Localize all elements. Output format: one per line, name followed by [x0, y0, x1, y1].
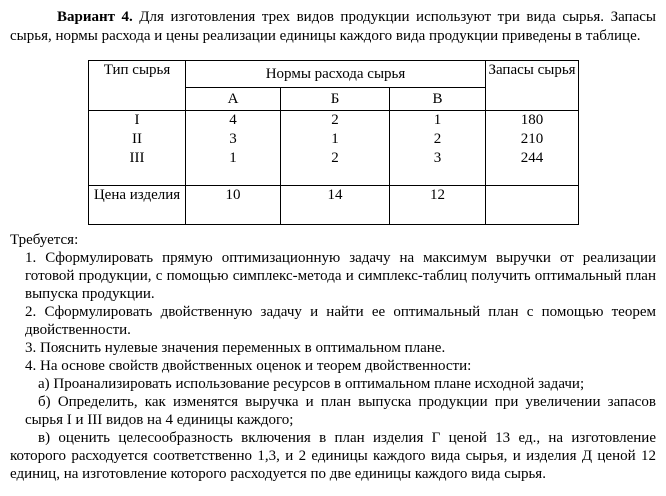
- norm-cell: 1: [390, 111, 486, 131]
- product-column-header-v: В: [390, 88, 486, 111]
- price-stock-empty: [486, 186, 579, 225]
- requirement-subitem-b: б) Определить, как изменятся выручка и план выпуска продукции при увеличении запасов сырья I и III видов на 4 единицы каждого;: [25, 394, 656, 428]
- stock-cell: 180: [486, 111, 579, 131]
- requirement-item-2: 2. Сформулировать двойственную задачу и найти ее оптимальный план с помощью теорем двойственности.: [25, 304, 656, 338]
- product-column-header-a: А: [186, 88, 281, 111]
- row-label: I: [89, 111, 186, 131]
- intro-paragraph: [10, 8, 656, 46]
- norms-header-cell: Нормы расхода сырья: [186, 61, 486, 88]
- norm-cell: 2: [281, 149, 390, 186]
- norm-cell: 1: [281, 130, 390, 149]
- price-cell: 12: [390, 186, 486, 225]
- stocks-header-cell: Запасы сырья: [486, 61, 579, 111]
- price-cell: 10: [186, 186, 281, 225]
- requirement-item-4: 4. На основе свойств двойственных оценок и теорем двойственности:: [25, 358, 472, 374]
- intro-text: Для изготовления трех видов продукции используют три вида сырья. Запасы сырья, нормы расхода и цены реализации единицы каждого вида продукции приведены в таблице.: [10, 9, 656, 44]
- norm-cell: 3: [186, 130, 281, 149]
- price-label: Цена изделия: [89, 186, 186, 225]
- materials-table: [88, 60, 579, 225]
- product-column-header-b: Б: [281, 88, 390, 111]
- stock-cell: 244: [486, 149, 579, 186]
- price-row: [89, 186, 579, 225]
- norm-cell: 2: [390, 130, 486, 149]
- requirement-subitem-v: в) оценить целесообразность включения в план изделия Г ценой 13 ед., на изготовление которого расходуется соответственно 1,3, и 2 единицы каждого вида сырья, и изделия Д ценой 12 единиц, на изготовление которого расходуется по две единицы каждого вида сырья.: [10, 430, 656, 482]
- norm-cell: 1: [186, 149, 281, 186]
- requirement-subitem-a: а) Проанализировать использование ресурсов в оптимальном плане исходной задачи;: [38, 376, 585, 392]
- norm-cell: 2: [281, 111, 390, 131]
- row-label: II: [89, 130, 186, 149]
- type-header-cell: Тип сырья: [89, 61, 186, 111]
- norm-cell: 4: [186, 111, 281, 131]
- table-row-2: [89, 130, 579, 149]
- stock-cell: 210: [486, 130, 579, 149]
- variant-label: Вариант 4.: [57, 9, 133, 25]
- table-row-3: [89, 149, 579, 186]
- table-container: [88, 60, 656, 225]
- table-row-1: [89, 111, 579, 131]
- norm-cell: 3: [390, 149, 486, 186]
- table-header-row: [89, 61, 579, 88]
- price-cell: 14: [281, 186, 390, 225]
- requirement-item-1: 1. Сформулировать прямую оптимизационную задачу на максимум выручки от реализации готовой продукции, с помощью симплекс-метода и симплекс-таблиц получить оптимальный план выпуска продукции.: [25, 250, 656, 302]
- row-label: III: [89, 149, 186, 186]
- requirement-item-3: 3. Пояснить нулевые значения переменных в оптимальном плане.: [25, 340, 446, 356]
- requirements-heading: Требуется:: [10, 232, 79, 248]
